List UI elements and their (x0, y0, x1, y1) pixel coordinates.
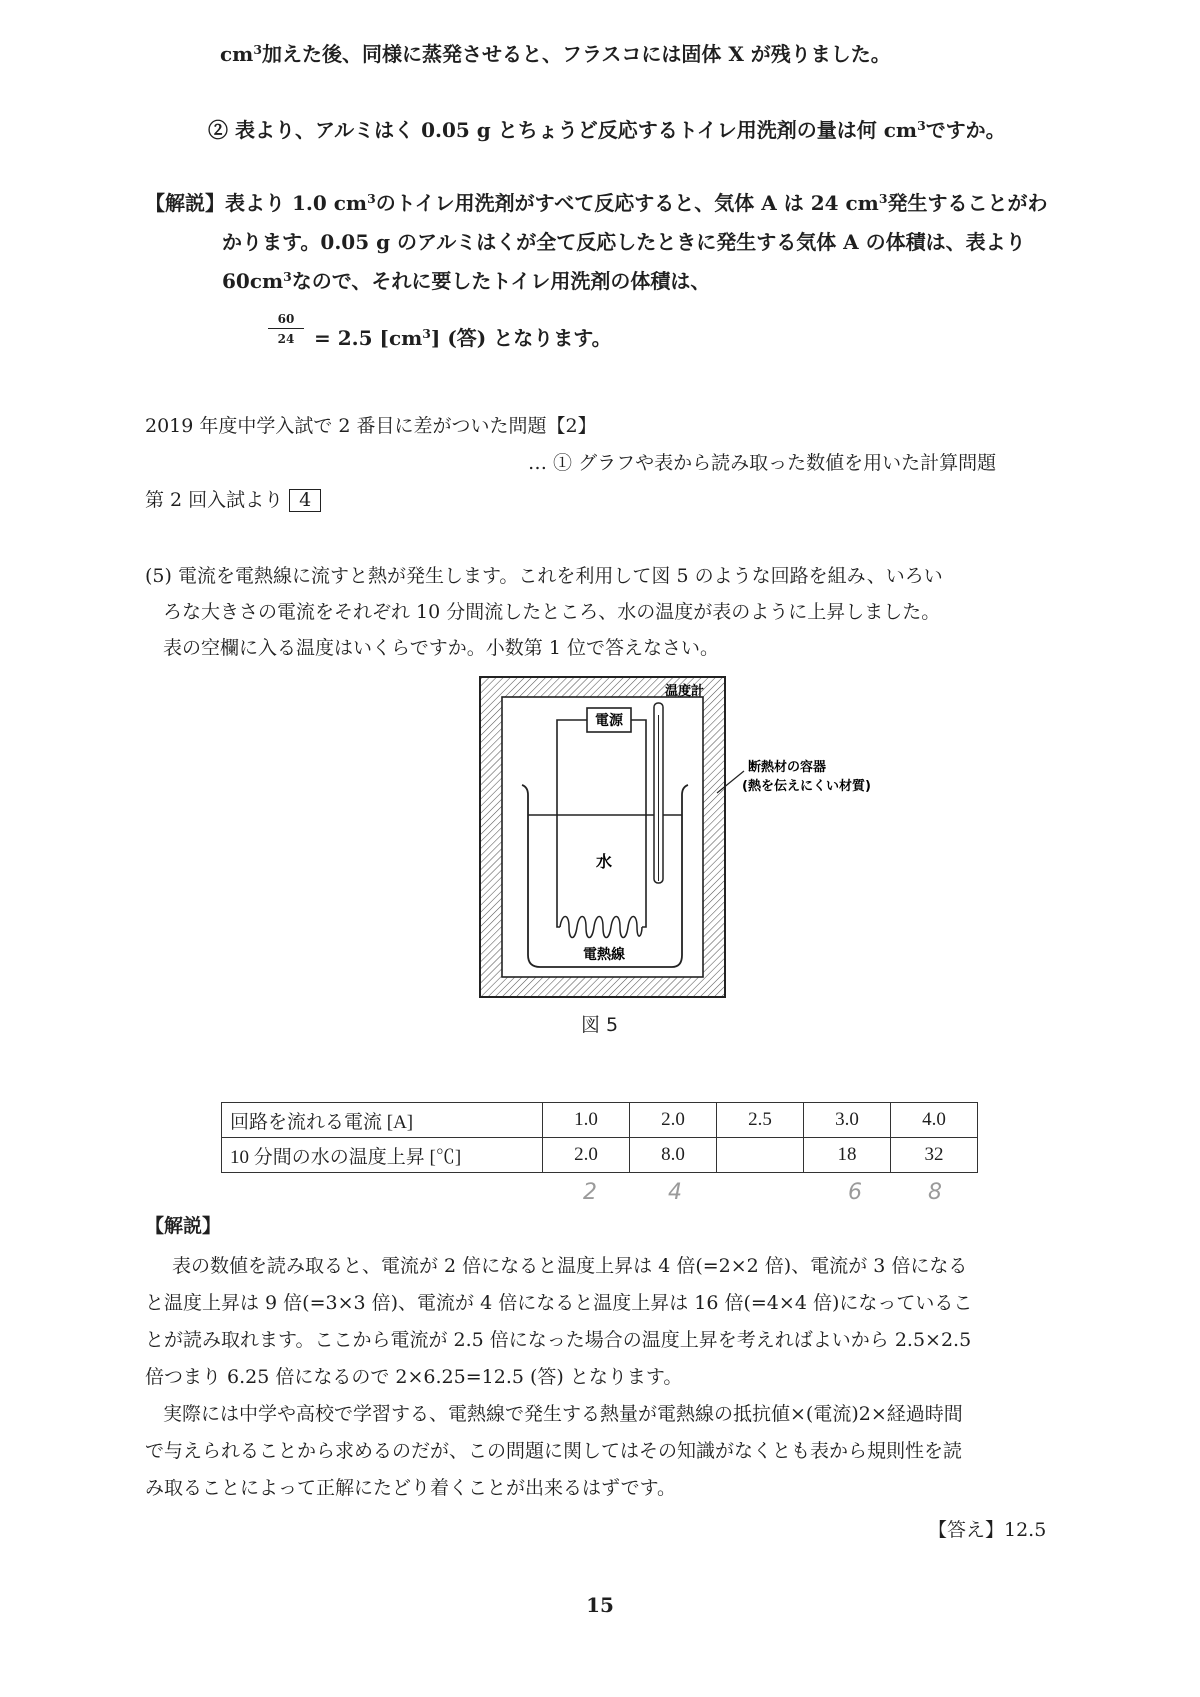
problem-number-box: 4 (289, 489, 321, 512)
explanation2-line: 実際には中学や高校で学習する、電熱線で発生する熱量が電熱線の抵抗値×(電流)2×経過時間 (163, 1403, 963, 1425)
table-cell: 3.0 (804, 1103, 891, 1138)
water-label: 水 (595, 852, 613, 871)
fraction-numerator: 60 (268, 312, 304, 329)
handwritten-note: 8 (928, 1180, 942, 1205)
table-cell: 8.0 (630, 1138, 717, 1173)
table-cell: 2.0 (543, 1138, 630, 1173)
table-cell: 2.5 (717, 1103, 804, 1138)
data-table (221, 1102, 978, 1173)
figure-5 (470, 675, 950, 1005)
explanation1-result: = 2.5 $[cm^3]$ (答) となります。 (314, 326, 612, 350)
question-line1: (5) 電流を電熱線に流すと熱が発生します。これを利用して図 5 のような回路を組み、いろい (145, 565, 943, 587)
final-answer: 【答え】12.5 (928, 1519, 1047, 1541)
table-cell: 32 (891, 1138, 978, 1173)
table-cell: 4.0 (891, 1103, 978, 1138)
handwritten-note: 4 (668, 1180, 682, 1205)
fraction-denominator: 24 (277, 332, 295, 346)
explanation1-line3: $60cm^3$なので、それに要したトイレ用洗剤の体積は、 (222, 269, 711, 293)
fraction (268, 312, 304, 346)
handwritten-note: 6 (848, 1180, 862, 1205)
explanation1-line2: かります。0.05 g のアルミはくが全て反応したときに発生する気体 A の体積は、表より (222, 230, 1026, 254)
question-2: ② 表より、アルミはく 0.05 g とちょうど反応するトイレ用洗剤の量は何 $cm^3$ですか。 (208, 118, 1006, 142)
explanation2-line: と温度上昇は 9 倍(=3×3 倍)、電流が 4 倍になると温度上昇は 16 倍(=4×4 倍)になっているこ (145, 1292, 973, 1314)
question-line3: 表の空欄に入る温度はいくらですか。小数第 1 位で答えなさい。 (163, 637, 719, 659)
continued-line: $cm^3$加えた後、同様に蒸発させると、フラスコには固体 X が残りました。 (220, 42, 891, 66)
table-row (222, 1138, 978, 1173)
table-cell: 18 (804, 1138, 891, 1173)
page-number: 15 (586, 1593, 614, 1617)
row-label-current: 回路を流れる電流 [A] (222, 1103, 543, 1138)
heater-label: 電熱線 (583, 947, 625, 963)
section-heading: 2019 年度中学入試で 2 番目に差がついた問題【2】 (145, 415, 597, 437)
container-label-1: 断熱材の容器 (748, 760, 827, 775)
explanation2-line: み取ることによって正解にたどり着くことが出来るはずです。 (145, 1477, 677, 1499)
explanation2-line: 倍つまり 6.25 倍になるので 2×6.25=12.5 (答) となります。 (145, 1366, 683, 1388)
handwritten-note: 2 (583, 1180, 597, 1205)
power-source-label: 電源 (595, 713, 623, 729)
table-cell: 1.0 (543, 1103, 630, 1138)
explanation2-line: 表の数値を読み取ると、電流が 2 倍になると温度上昇は 4 倍(=2×2 倍)、電流が 3 倍になる (172, 1255, 968, 1277)
thermometer-label: 温度計 (665, 684, 705, 699)
explanation2-title: 【解説】 (145, 1215, 222, 1237)
section-subheading: … ① グラフや表から読み取った数値を用いた計算問題 (528, 452, 997, 474)
table-cell-blank (717, 1138, 804, 1173)
figure-caption: 図 5 (581, 1014, 619, 1036)
explanation2-line: とが読み取れます。ここから電流が 2.5 倍になった場合の温度上昇を考えればよいから 2.5×2.5 (145, 1329, 972, 1351)
row-label-temperature: 10 分間の水の温度上昇 [℃] (222, 1138, 543, 1173)
table-cell: 2.0 (630, 1103, 717, 1138)
explanation1-line1: 【解説】表より 1.0 $cm^3$のトイレ用洗剤がすべて反応すると、気体 A は 24 $cm^3$発生することがわ (145, 191, 1048, 215)
table-row (222, 1103, 978, 1138)
question-line2: ろな大きさの電流をそれぞれ 10 分間流したところ、水の温度が表のように上昇しました。 (163, 601, 941, 623)
container-label-2: (熱を伝えにくい材質) (742, 779, 871, 794)
section-source: 第 2 回入試より 4 (145, 489, 321, 512)
explanation2-line: で与えられることから求めるのだが、この問題に関してはその知識がなくとも表から規則性を読 (145, 1440, 963, 1462)
